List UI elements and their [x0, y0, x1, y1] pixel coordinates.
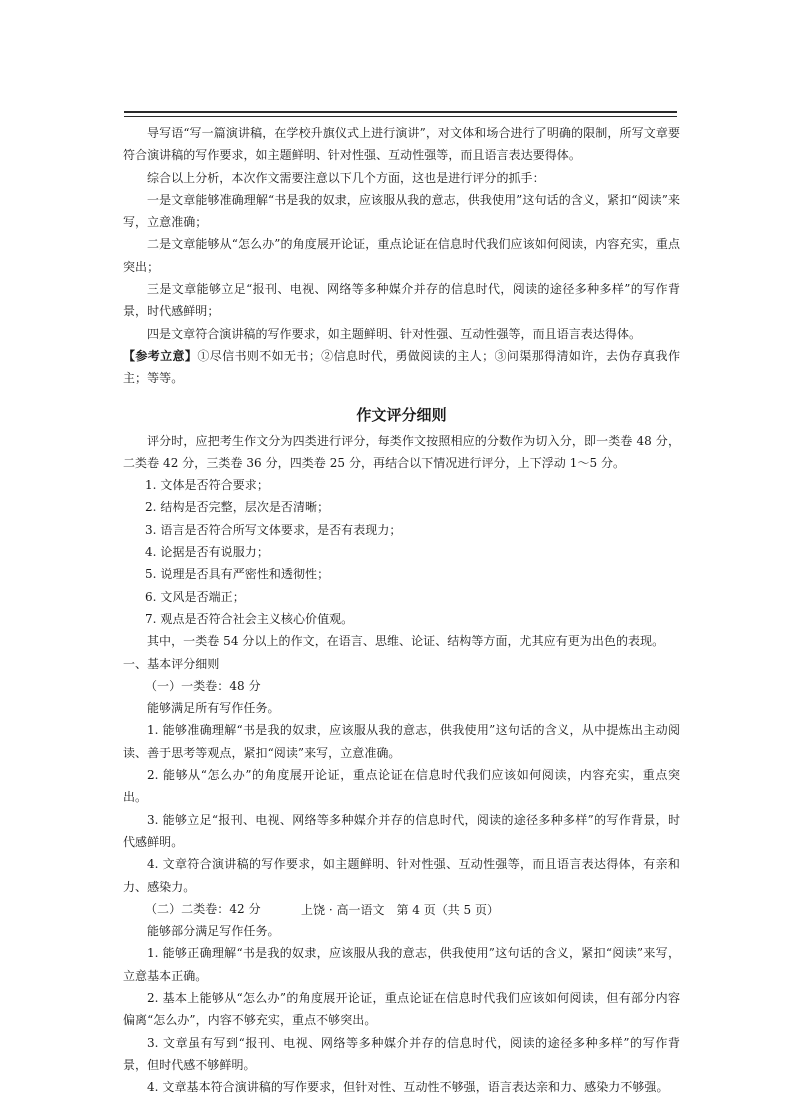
class1-item: 1. 能够准确理解“书是我的奴隶，应该服从我的意志，供我使用”这句话的含义，从中提炼出主动阅读、善于思考等观点，紧扣“阅读”来写，立意准确。 — [123, 723, 680, 760]
header-rule — [124, 111, 677, 113]
class2-item: 2. 基本上能够从“怎么办”的角度展开论证，重点论证在信息时代我们应该如何阅读，但有部分内容偏离“怎么办”，内容不够充实，重点不够突出。 — [123, 990, 680, 1028]
criteria-item: 1. 文体是否符合要求； — [145, 478, 269, 493]
class2-item: 1. 能够正确理解“书是我的奴隶，应该服从我的意志，供我使用”这句话的含义，紧扣“阅读”来写，立意基本正确。 — [123, 946, 680, 983]
intro-point-2: 二是文章能够从“怎么办”的角度展开论证，重点论证在信息时代我们应该如何阅读，内容充实，重点突出； — [123, 237, 680, 274]
class2-heading: （二）二类卷：42 分 — [145, 901, 261, 916]
class2-item: 3. 文章虽有写到“报刊、电视、网络等多种媒介并存的信息时代，阅读的途径多种多样”的写作背景，但时代感不够鲜明。 — [123, 1035, 680, 1072]
section-heading: 一、基本评分细则 — [123, 656, 220, 671]
class1-lead: 能够满足所有写作任务。 — [147, 701, 280, 716]
header-rule-thin — [124, 116, 677, 117]
reference-ideas — [123, 345, 680, 390]
intro-paragraph-1: 导写语“写一篇演讲稿，在学校升旗仪式上进行演讲”，对文体和场合进行了明确的限制，所写文章要符合演讲稿的写作要求，如主题鲜明、针对性强、互动性强等，而且语言表达要得体。 — [123, 126, 680, 163]
criteria-item: 7. 观点是否符合社会主义核心价值观。 — [145, 611, 354, 626]
page-content — [123, 122, 680, 1098]
class2-item: 4. 文章基本符合演讲稿的写作要求，但针对性、互动性不够强，语言表达亲和力、感染力不够强。 — [147, 1080, 669, 1095]
intro-point-4: 四是文章符合演讲稿的写作要求，如主题鲜明、针对性强、互动性强等，而且语言表达得体。 — [147, 326, 642, 341]
criteria-item: 4. 论据是否有说服力； — [145, 545, 269, 560]
class1-item: 3. 能够立足“报刊、电视、网络等多种媒介并存的信息时代，阅读的途径多种多样”的写作背景，时代感鲜明。 — [123, 812, 680, 849]
scoring-note: 其中，一类卷 54 分以上的作文，在语言、思维、论证、结构等方面，尤其应有更为出色的表现。 — [147, 634, 665, 649]
section-title: 作文评分细则 — [356, 405, 447, 424]
reference-label: 【参考立意】 — [123, 348, 198, 363]
class1-heading: （一）一类卷：48 分 — [145, 678, 261, 693]
criteria-item: 2. 结构是否完整，层次是否清晰； — [145, 500, 330, 515]
intro-paragraph-2: 综合以上分析，本次作文需要注意以下几个方面，这也是进行评分的抓手： — [147, 170, 545, 185]
intro-point-3: 三是文章能够立足“报刊、电视、网络等多种媒介并存的信息时代，阅读的途径多种多样”的写作背景，时代感鲜明； — [123, 282, 680, 319]
criteria-item: 6. 文风是否端正； — [145, 589, 245, 604]
class2-lead: 能够部分满足写作任务。 — [147, 924, 280, 939]
criteria-item: 3. 语言是否符合所写文体要求，是否有表现力； — [145, 522, 402, 537]
class1-item: 2. 能够从“怎么办”的角度展开论证，重点论证在信息时代我们应该如何阅读，内容充实，重点突出。 — [123, 768, 680, 805]
criteria-item: 5. 说理是否具有严密性和透彻性； — [145, 567, 330, 582]
intro-point-1: 一是文章能够准确理解“书是我的奴隶，应该服从我的意志，供我使用”这句话的含义，紧扣“阅读”来写，立意准确； — [123, 192, 680, 230]
page-footer: 上饶 · 高一语文 第 4 页（共 5 页） — [301, 903, 499, 917]
reference-text: ①尽信书则不如无书；②信息时代，勇做阅读的主人；③问渠那得清如许，去伪存真我作主；等等。 — [123, 348, 680, 386]
scoring-intro: 评分时，应把考生作文分为四类进行评分，每类作文按照相应的分数作为切入分，即一类卷 48 分，二类卷 42 分，三类卷 36 分，四类卷 25 分，再结合以下情况进行评分，上下浮动 1～5 分。 — [123, 433, 680, 470]
class1-item: 4. 文章符合演讲稿的写作要求，如主题鲜明、针对性强、互动性强等，而且语言表达得体，有亲和力、感染力。 — [123, 857, 680, 894]
